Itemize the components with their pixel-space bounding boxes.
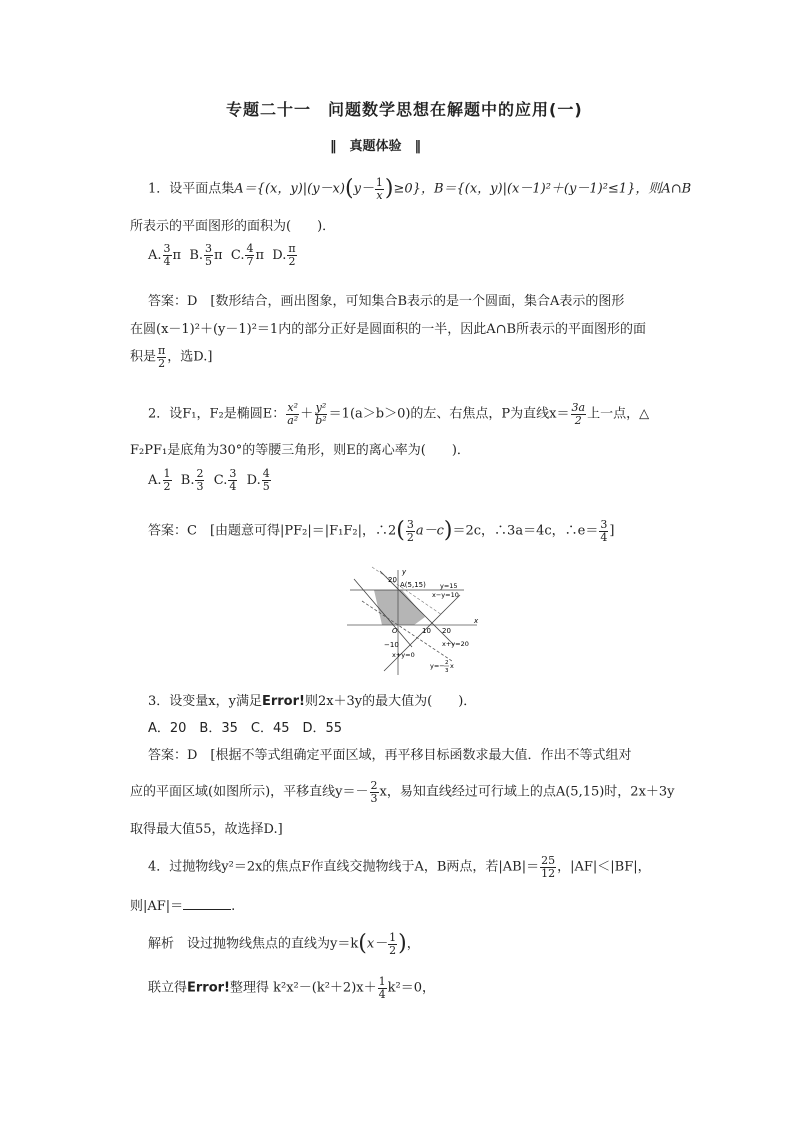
q1-option-a: A. $\frac{3}{4}$ π xyxy=(148,242,182,268)
q2-option-a: A. $\frac{1}{2}$ xyxy=(148,467,171,493)
tick-label-10x: 10 xyxy=(422,627,431,635)
q1-answer-line3: 积是 $\frac{\pi}{2}$ ，选D.] xyxy=(130,344,213,370)
q4-stem-line1: 4．过抛物线y²＝2x的焦点F作直线交抛物线于A，B两点，若|AB|＝ $\frac{25}{12}$ ，|AF|＜|BF|， xyxy=(148,854,651,880)
tick-label-minus10y: −10 xyxy=(384,641,399,649)
line-y15-label: y=15 xyxy=(440,582,458,590)
y-axis-label: y xyxy=(402,568,407,576)
q1-answer-line1: 答案：D [数形结合，画出图象，可知集合B表示的是一个圆面，集合A表示的图形 xyxy=(148,294,625,309)
q1-set-a: A＝{(x，y)|(y－x) xyxy=(234,181,345,197)
paren-right: ) xyxy=(384,176,394,202)
feasible-region-figure xyxy=(342,565,482,680)
section-heading: ‖ 真题体验 ‖ xyxy=(330,139,422,154)
q2-answer: 答案：C [由题意可得|PF₂|＝|F₁F₂|，∴2( $\frac{3}{2}$ a－c)＝2c，∴3a＝4c，∴e＝ $\frac{3}{4}$ ] xyxy=(148,518,615,544)
q4-joint-line: 联立得Error!整理得 k²x²－(k²＋2)x＋ $\frac{1}{4}$ k²＝0， xyxy=(148,975,435,1001)
answer-blank xyxy=(183,899,231,910)
paren-left: ( xyxy=(344,176,354,202)
objective-line-frac-num: 2 xyxy=(445,660,449,666)
q1-stem-a: 1．设平面点集 xyxy=(148,181,235,197)
tick-label-20x: 20 xyxy=(442,627,451,635)
q1-option-d: D. $\frac{\pi}{2}$ xyxy=(272,242,296,268)
q2-options xyxy=(148,468,272,492)
origin-label: O xyxy=(392,627,398,635)
tick-label-20y: 20 xyxy=(388,576,397,584)
q3-answer-line2: 应的平面区域(如图所示)，平移直线y＝－ $\frac{2}{3}$ x，易知直线经过可行域上的点A(5,15)时，2x＋3y xyxy=(130,779,675,805)
q2-option-d: D. $\frac{4}{5}$ xyxy=(246,467,270,493)
line-x-minus-y-10-label: x−y=10 xyxy=(432,591,459,599)
q3-answer-line3: 取得最大值55，故选择D.] xyxy=(130,822,283,837)
line-x-plus-y-20-label: x+y=20 xyxy=(442,640,469,648)
objective-line-x: x xyxy=(450,662,454,670)
objective-line-frac-den: 3 xyxy=(445,668,449,674)
q3-options: A．20 B．35 C．45 D．55 xyxy=(148,721,343,736)
q3-answer-line1: 答案：D [根据不等式组确定平面区域，再平移目标函数求最大值．作出不等式组对 xyxy=(148,748,632,763)
q1-options xyxy=(148,243,298,267)
q4-stem-line2: 则|AF|＝ . xyxy=(130,899,236,914)
line-x-plus-y-0-label: x+y=0 xyxy=(392,651,415,659)
q2-option-b: B. $\frac{2}{3}$ xyxy=(180,467,204,493)
q1-set-a-tail: ≥0}，B＝{(x，y)|(x－1)²＋(y－1)²≤1}，则A∩B xyxy=(393,181,692,197)
q2-stem-line1: 2．设F₁，F₂是椭圆E： $\frac{\text{x²}}{\text{a²}}$ ＋ $\frac{\text{y²}}{\text{b²}}$ ＝1(a＞b＞0)的左、右焦点，P为直线x＝ $\frac{3a}{2}$ 上一点，△ xyxy=(148,401,650,427)
q2-stem-line2: F₂PF₁是底角为30°的等腰三角形，则E的离心率为( )． xyxy=(130,443,470,458)
q1-option-b: B. $\frac{3}{5}$ π xyxy=(189,242,223,268)
q1-option-c: C. $\frac{4}{7}$ π xyxy=(230,242,265,268)
objective-line-label: y=− xyxy=(430,662,445,670)
page-title: 专题二十一 问题数学思想在解题中的应用(一) xyxy=(226,100,583,119)
x-axis-label: x xyxy=(474,617,479,625)
q4-solution-line: 解析 设过抛物线焦点的直线为y＝k(x－ $\frac{1}{2}$ )， xyxy=(148,931,420,957)
point-a-label: A(5,15) xyxy=(400,581,426,589)
q1-frac: $\frac{1}{x}$ xyxy=(375,176,383,202)
q1-stem-line1: 1．设平面点集A＝{(x，y)|(y－x)(y－ $\frac{1}{x}$ )≥0}，B＝{(x，y)|(x－1)²＋(y－1)²≤1}，则A∩B xyxy=(148,176,692,202)
q1-stem-line2: 所表示的平面图形的面积为( )． xyxy=(130,219,336,234)
q2-option-c: C. $\frac{3}{4}$ xyxy=(213,467,237,493)
q3-stem: 3．设变量x，y满足Error!则2x＋3y的最大值为( )． xyxy=(148,694,477,709)
q1-answer-line2: 在圆(x－1)²＋(y－1)²＝1内的部分正好是圆面积的一半，因此A∩B所表示的平面图形的面 xyxy=(130,322,647,337)
